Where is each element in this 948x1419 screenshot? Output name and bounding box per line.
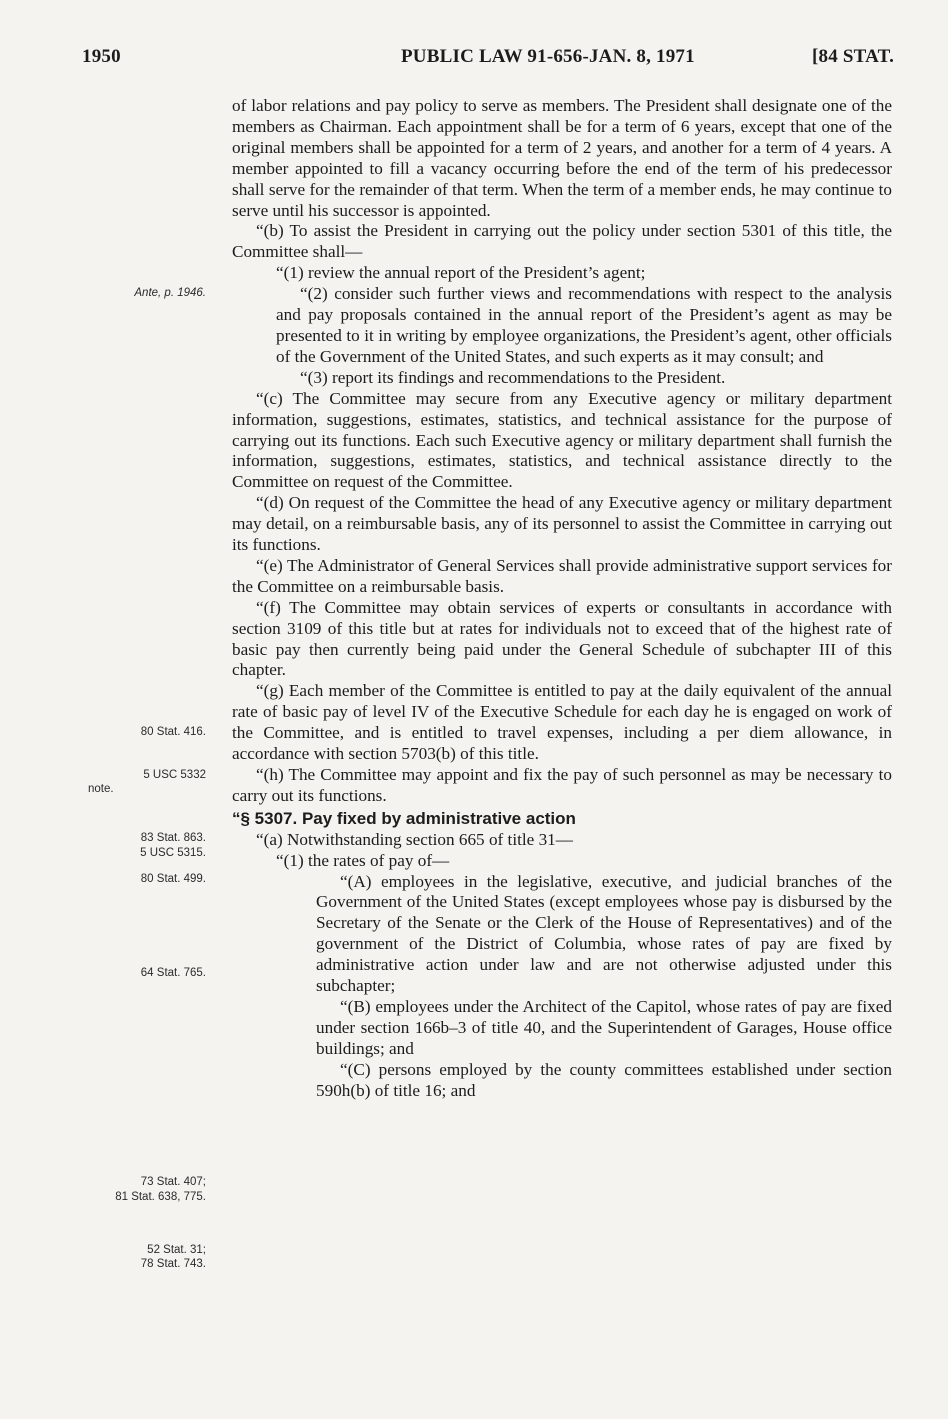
- clause-aA: “(A) employees in the legislative, executive, and judicial branches of the Government of the United States (except employees whose pay is disbursed by the Secretary of the Senate or the Clerk of the House of Representatives) and of the government of the District of Columbia, whose rates of pay are fixed by administrative action under law and are not otherwise adjusted under this subchapter;: [316, 871, 892, 996]
- margin-note: 83 Stat. 863.: [140, 832, 206, 844]
- clause-aC: “(C) persons employed by the county committees established under section 590h(b) of title 16; and: [316, 1059, 892, 1100]
- margin-note: 5 USC 5315.: [140, 847, 206, 859]
- margin-note: 80 Stat. 416.: [140, 726, 206, 738]
- paragraph: of labor relations and pay policy to serve as members. The President shall designate one of the members as Chairman. Each appointment shall be for a term of 6 years, except that one of the original members shall be appointed for a term of 2 years, and another for a term of 4 years. A member appointed to fill a vacancy occurring before the end of the term of his predecessor shall serve for the remainder of that term. When the term of a member ends, he may continue to serve until his successor is appointed.: [232, 96, 892, 220]
- clause-b3: “(3) report its findings and recommendations to the President.: [300, 367, 726, 387]
- running-title: PUBLIC LAW 91-656-JAN. 8, 1971: [401, 46, 695, 67]
- clause-b2: “(2) consider such further views and recommendations with respect to the analysis and pay proposals contained in the annual report of the President’s agent as may be presented to it in writing by employee organizations, the President’s agent, other officials of the Government of the United States, and such experts as it may consult; and: [276, 284, 892, 366]
- body-text: [232, 96, 892, 1102]
- volume-reference: [84 STAT.: [812, 46, 895, 67]
- paragraph-g: “(g) Each member of the Committee is entitled to pay at the daily equivalent of the annual rate of basic pay of level IV of the Executive Schedule for each day he is engaged on work of the Committee, and is entitled to travel expenses, including a per diem allowance, in accordance with section 5703(b) of this title.: [232, 681, 892, 764]
- paragraph-d: “(d) On request of the Committee the head of any Executive agency or military department may detail, on a reimbursable basis, any of its personnel to assist the Committee in carrying out its functions.: [232, 493, 892, 555]
- margin-note: 5 USC 5332: [143, 769, 206, 781]
- section-heading: “§ 5307. Pay fixed by administrative action: [232, 808, 576, 828]
- margin-note: 52 Stat. 31;: [147, 1244, 206, 1256]
- clause-a1: “(1) the rates of pay of—: [276, 850, 450, 870]
- margin-note: 73 Stat. 407;: [140, 1176, 206, 1188]
- margin-note: Ante, p. 1946.: [134, 287, 206, 299]
- paragraph-a: “(a) Notwithstanding section 665 of title 31—: [256, 829, 573, 849]
- clause-aB: “(B) employees under the Architect of the Capitol, whose rates of pay are fixed under section 166b–3 of title 40, and the Superintendent of Garages, House office buildings; and: [316, 996, 892, 1058]
- paragraph-b: “(b) To assist the President in carrying out the policy under section 5301 of this title, the Committee shall—: [232, 221, 892, 262]
- clause-b1: “(1) review the annual report of the President’s agent;: [276, 263, 646, 283]
- margin-note: 81 Stat. 638, 775.: [115, 1191, 206, 1203]
- margin-note: 64 Stat. 765.: [140, 967, 206, 979]
- paragraph-c: “(c) The Committee may secure from any Executive agency or military department information, suggestions, estimates, statistics, and technical assistance for the purpose of carrying out its functions. Each such Executive agency or military department shall furnish the information, suggestions, estimates, statistics, and technical assistance directly to the Committee on request of the Committee.: [232, 388, 892, 492]
- paragraph-f: “(f) The Committee may obtain services of experts or consultants in accordance with section 3109 of this title but at rates for individuals not to exceed that of the highest rate of basic pay then currently being paid under the General Schedule of subchapter III of this chapter.: [232, 597, 892, 680]
- paragraph-h: “(h) The Committee may appoint and fix the pay of such personnel as may be necessary to carry out its functions.: [232, 765, 892, 805]
- page-number: 1950: [82, 46, 121, 67]
- margin-note: note.: [88, 783, 114, 795]
- margin-note: 78 Stat. 743.: [140, 1258, 206, 1270]
- margin-note: 80 Stat. 499.: [140, 873, 206, 885]
- paragraph-e: “(e) The Administrator of General Services shall provide administrative support services for the Committee on a reimbursable basis.: [232, 555, 892, 596]
